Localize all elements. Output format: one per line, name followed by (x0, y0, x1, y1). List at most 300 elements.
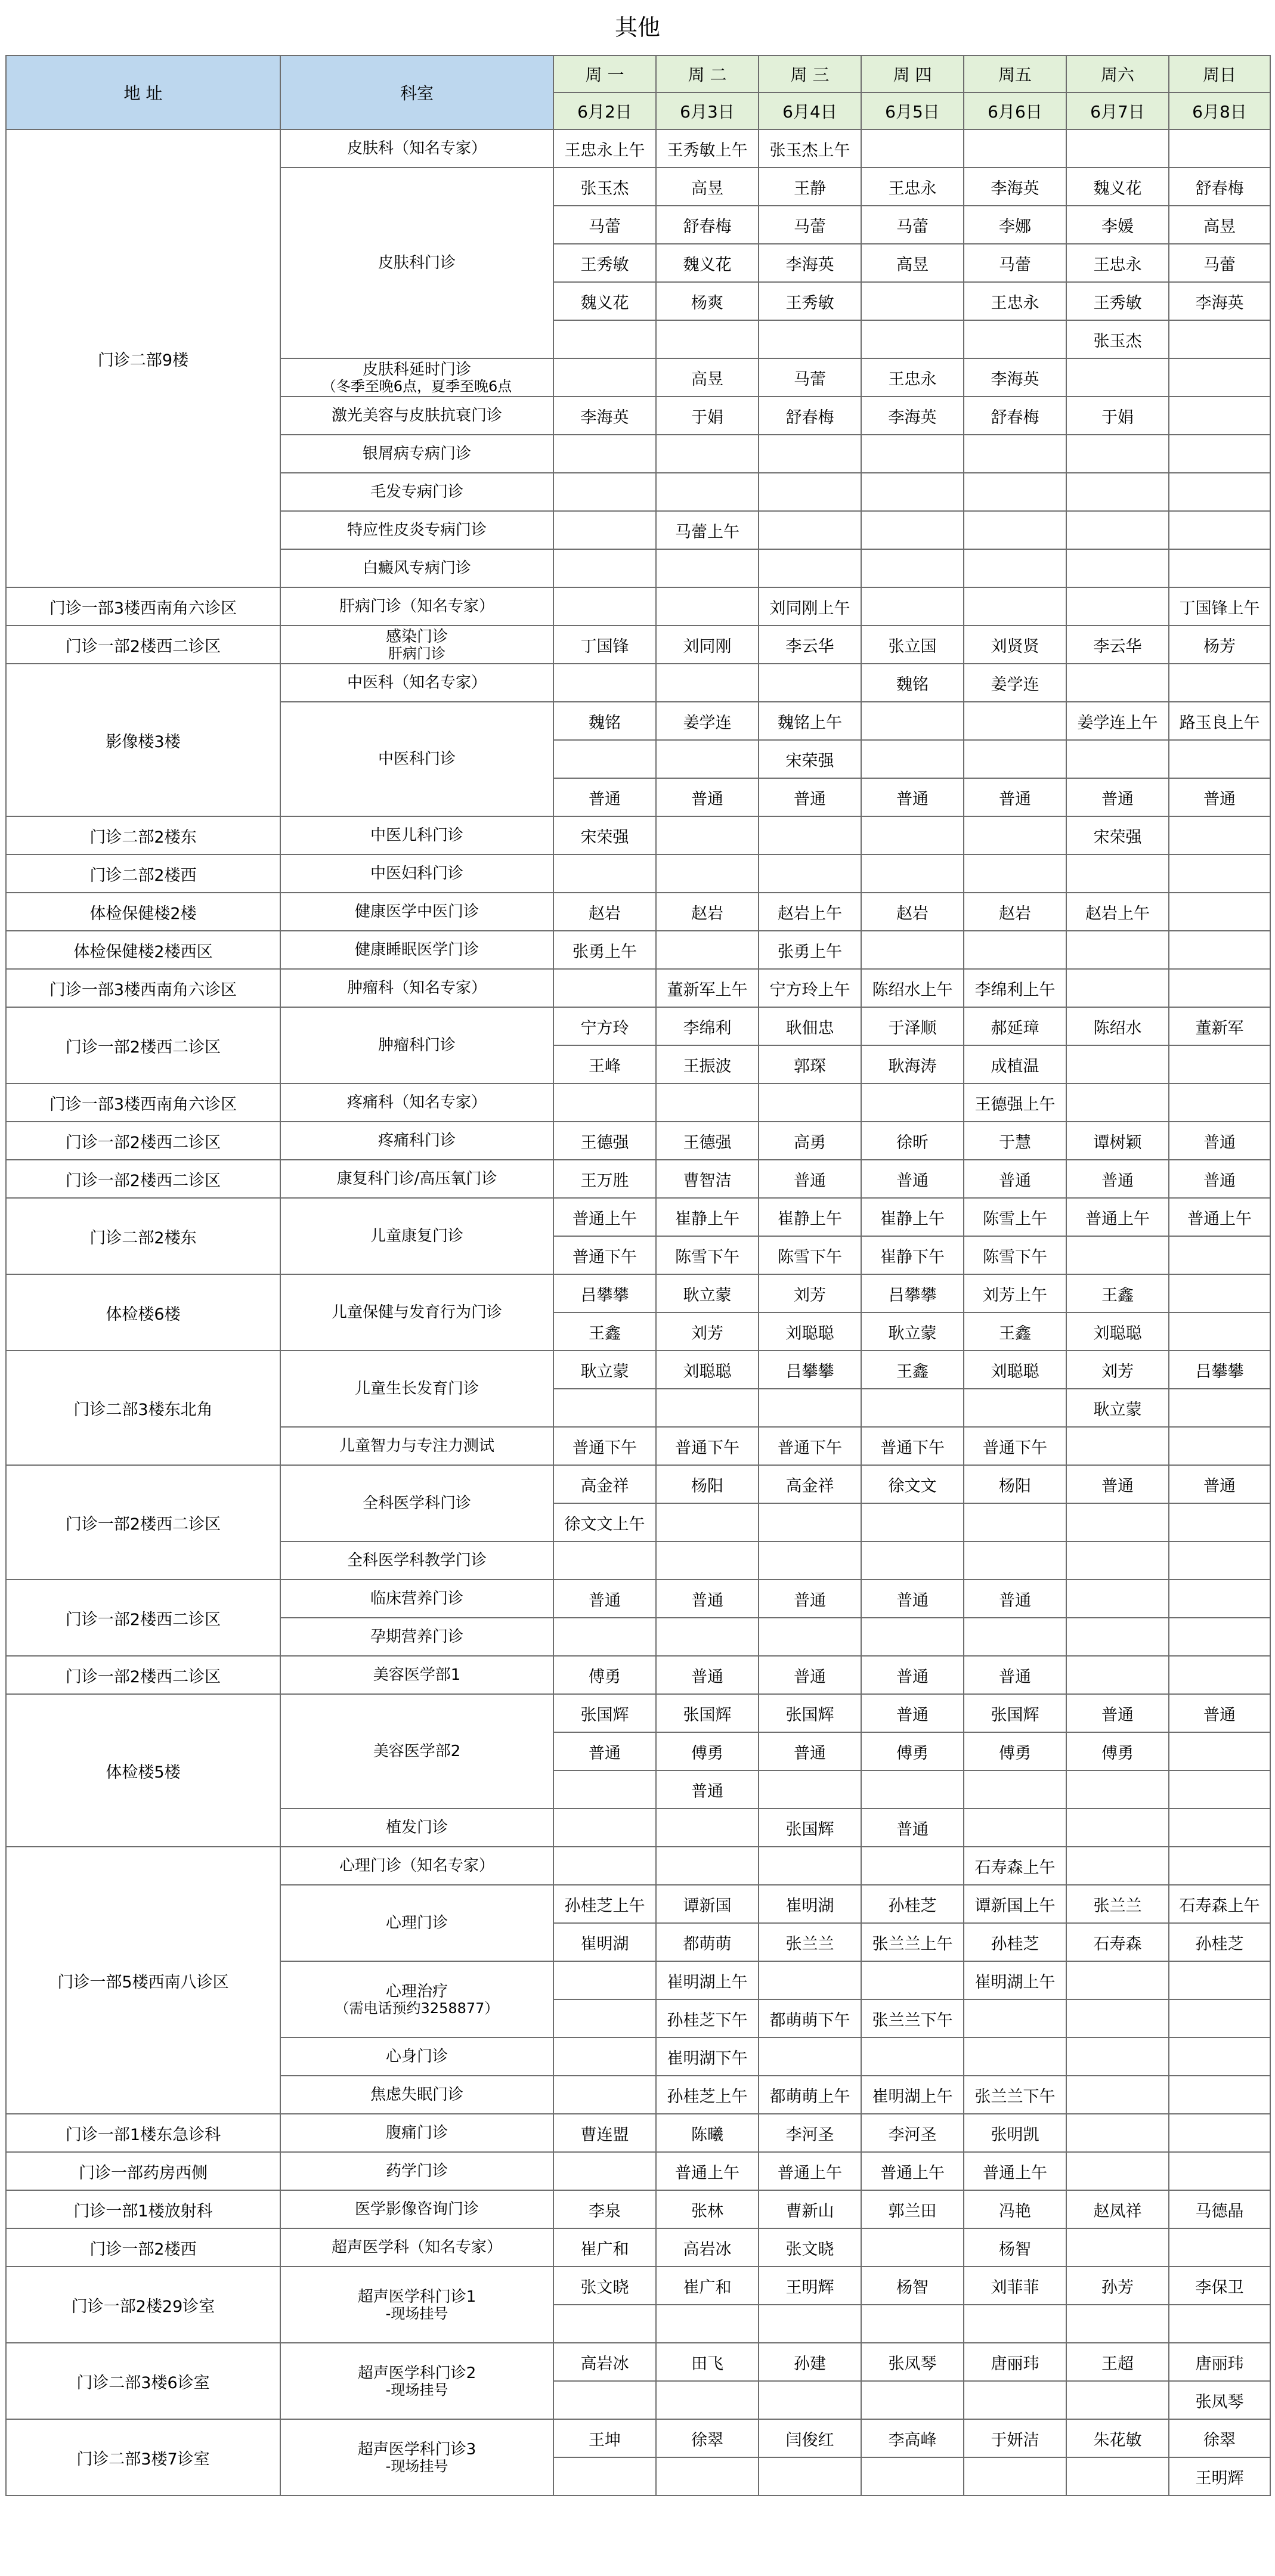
doctor-cell: 宁方玲上午 (759, 969, 861, 1007)
doctor-cell (656, 2381, 759, 2419)
department-cell (280, 969, 553, 1007)
doctor-cell: 普通上午 (1169, 1198, 1270, 1236)
doctor-cell: 王超 (1066, 2343, 1169, 2381)
doctor-cell (553, 1618, 656, 1656)
doctor-cell: 李海英 (964, 168, 1066, 206)
doctor-cell: 普通下午 (964, 1427, 1066, 1465)
doctor-cell: 张立国 (861, 626, 964, 664)
doctor-cell (1169, 2038, 1270, 2076)
department-name: 儿童智力与专注力测试 (339, 1437, 494, 1455)
doctor-cell (656, 1541, 759, 1580)
table-row (6, 626, 1270, 664)
doctor-cell: 冯艳 (964, 2190, 1066, 2228)
address-cell: 影像楼3楼 (6, 664, 280, 816)
doctor-cell: 李河圣 (759, 2114, 861, 2152)
table-row (6, 587, 1270, 626)
schedule-table (5, 55, 1271, 2496)
doctor-cell (759, 2305, 861, 2343)
doctor-cell: 于娟 (656, 397, 759, 435)
doctor-cell (861, 549, 964, 587)
address-cell: 门诊一部5楼西南八诊区 (6, 1847, 280, 2114)
doctor-cell (964, 1809, 1066, 1847)
doctor-cell: 魏义花 (1066, 168, 1169, 206)
doctor-cell: 王明辉 (759, 2267, 861, 2305)
doctor-cell: 王鑫 (964, 1312, 1066, 1351)
department-cell (280, 435, 553, 473)
doctor-cell (1169, 2152, 1270, 2190)
department-name: 全科医学科教学门诊 (346, 1552, 487, 1569)
department-name: 健康医学中医门诊 (354, 903, 479, 921)
doctor-cell: 曹新山 (759, 2190, 861, 2228)
department-name: 儿童康复门诊 (370, 1227, 463, 1245)
address-cell: 门诊一部3楼西南角六诊区 (6, 587, 280, 626)
department-name: 皮肤科延时门诊 (362, 361, 471, 379)
doctor-cell: 李绵利上午 (964, 969, 1066, 1007)
department-cell (280, 2343, 553, 2419)
department-cell (280, 2228, 553, 2267)
address-cell: 体检楼6楼 (6, 1274, 280, 1351)
doctor-cell: 孙桂芝 (1169, 1923, 1270, 1961)
doctor-cell (964, 2381, 1066, 2419)
doctor-cell: 张兰兰 (759, 1923, 861, 1961)
doctor-cell (1066, 969, 1169, 1007)
doctor-cell: 普通 (861, 778, 964, 816)
doctor-cell: 王鑫 (553, 1312, 656, 1351)
doctor-cell: 徐翠 (1169, 2419, 1270, 2457)
department-name: 中医科门诊 (377, 750, 456, 768)
doctor-cell: 石寿森 (1066, 1923, 1169, 1961)
department-name: 超声医学科门诊1 (357, 2288, 476, 2306)
doctor-cell: 普通 (1169, 778, 1270, 816)
doctor-cell (759, 435, 861, 473)
doctor-cell: 普通 (759, 1732, 861, 1770)
doctor-cell: 刘聪聪 (1066, 1312, 1169, 1351)
doctor-cell: 张林 (656, 2190, 759, 2228)
doctor-cell: 普通 (964, 1656, 1066, 1694)
table-row (6, 816, 1270, 854)
department-cell (280, 511, 553, 549)
doctor-cell: 高岩冰 (656, 2228, 759, 2267)
department-name: 临床营养门诊 (370, 1590, 463, 1608)
doctor-cell: 都萌萌 (656, 1923, 759, 1961)
doctor-cell (553, 1999, 656, 2038)
department-name: 心理门诊（知名专家） (339, 1857, 494, 1875)
doctor-cell: 李媛 (1066, 206, 1169, 244)
doctor-cell: 普通 (964, 778, 1066, 816)
address-cell: 门诊二部3楼6诊室 (6, 2343, 280, 2419)
doctor-cell: 成植温 (964, 1045, 1066, 1083)
doctor-cell: 陈雪下午 (964, 1236, 1066, 1274)
doctor-cell: 普通 (759, 1656, 861, 1694)
doctor-cell (656, 549, 759, 587)
doctor-cell: 丁国锋上午 (1169, 587, 1270, 626)
table-row (6, 1122, 1270, 1160)
doctor-cell (553, 1083, 656, 1122)
doctor-cell: 张勇上午 (553, 931, 656, 969)
doctor-cell: 马蕾 (759, 206, 861, 244)
doctor-cell: 姜学连 (656, 702, 759, 740)
address-cell: 门诊一部2楼西二诊区 (6, 1160, 280, 1198)
doctor-cell: 普通 (553, 778, 656, 816)
header-date: 6月5日 (861, 92, 964, 129)
department-name: 肿瘤科（知名专家） (346, 979, 487, 997)
doctor-cell: 张兰兰 (1066, 1885, 1169, 1923)
doctor-cell: 杨芳 (1169, 626, 1270, 664)
doctor-cell (759, 511, 861, 549)
doctor-cell: 傅勇 (1066, 1732, 1169, 1770)
doctor-cell: 于泽顺 (861, 1007, 964, 1045)
doctor-cell: 崔明湖上午 (656, 1961, 759, 1999)
doctor-cell (964, 1770, 1066, 1809)
doctor-cell: 王坤 (553, 2419, 656, 2457)
doctor-cell: 杨阳 (964, 1465, 1066, 1503)
doctor-cell (1066, 1618, 1169, 1656)
doctor-cell: 崔静上午 (861, 1198, 964, 1236)
doctor-cell (1066, 549, 1169, 587)
doctor-cell (964, 587, 1066, 626)
doctor-cell (1169, 893, 1270, 931)
address-cell: 门诊一部2楼29诊室 (6, 2267, 280, 2343)
table-row (6, 2152, 1270, 2190)
doctor-cell (861, 1389, 964, 1427)
table-row (6, 854, 1270, 893)
doctor-cell (1066, 931, 1169, 969)
doctor-cell: 王德强上午 (964, 1083, 1066, 1122)
department-name: 银屑病专病门诊 (362, 445, 471, 463)
department-name: 白癜风专病门诊 (362, 559, 471, 577)
doctor-cell (1066, 1083, 1169, 1122)
doctor-cell (964, 2305, 1066, 2343)
doctor-cell (1066, 1656, 1169, 1694)
department-cell (280, 893, 553, 931)
doctor-cell: 舒春梅 (1169, 168, 1270, 206)
doctor-cell: 石寿森上午 (964, 1847, 1066, 1885)
doctor-cell (1169, 549, 1270, 587)
doctor-cell (1066, 1809, 1169, 1847)
doctor-cell: 李海英 (1169, 282, 1270, 320)
doctor-cell: 普通 (861, 1694, 964, 1732)
department-name: 健康睡眠医学门诊 (354, 941, 479, 959)
doctor-cell (1066, 1236, 1169, 1274)
doctor-cell (861, 931, 964, 969)
doctor-cell: 杨智 (964, 2228, 1066, 2267)
doctor-cell: 赵岩上午 (1066, 893, 1169, 931)
doctor-cell (1169, 1847, 1270, 1885)
doctor-cell: 都萌萌上午 (759, 2076, 861, 2114)
doctor-cell: 刘贤贤 (964, 626, 1066, 664)
address-cell: 门诊二部9楼 (6, 129, 280, 587)
doctor-cell: 丁国锋 (553, 626, 656, 664)
doctor-cell (759, 2457, 861, 2496)
doctor-cell: 陈绍水 (1066, 1007, 1169, 1045)
doctor-cell: 张玉杰上午 (759, 129, 861, 168)
doctor-cell: 张凤琴 (1169, 2381, 1270, 2419)
department-cell (280, 473, 553, 511)
department-name: 儿童保健与发育行为门诊 (331, 1304, 502, 1321)
header-day: 周 二 (656, 55, 759, 92)
doctor-cell (553, 549, 656, 587)
header-date: 6月8日 (1169, 92, 1270, 129)
doctor-cell (553, 511, 656, 549)
doctor-cell: 孙芳 (1066, 2267, 1169, 2305)
doctor-cell (861, 702, 964, 740)
doctor-cell: 普通 (759, 1580, 861, 1618)
address-cell: 体检保健楼2楼西区 (6, 931, 280, 969)
doctor-cell: 王秀敏 (1066, 282, 1169, 320)
doctor-cell: 刘芳 (759, 1274, 861, 1312)
doctor-cell (656, 1389, 759, 1427)
doctor-cell (553, 473, 656, 511)
doctor-cell (1066, 2228, 1169, 2267)
department-name: 感染门诊 (385, 628, 448, 646)
doctor-cell (1066, 2457, 1169, 2496)
doctor-cell: 崔明湖下午 (656, 2038, 759, 2076)
table-row (6, 1083, 1270, 1122)
department-cell (280, 1694, 553, 1809)
department-cell (280, 702, 553, 816)
doctor-cell: 马蕾 (553, 206, 656, 244)
table-row (6, 2267, 1270, 2305)
department-name: 心身门诊 (385, 2048, 448, 2066)
header-date: 6月2日 (553, 92, 656, 129)
doctor-cell: 普通上午 (759, 2152, 861, 2190)
header-department: 科室 (280, 55, 553, 129)
table-row (6, 1160, 1270, 1198)
doctor-cell: 舒春梅 (759, 397, 861, 435)
doctor-cell: 李泉 (553, 2190, 656, 2228)
address-cell: 门诊一部3楼西南角六诊区 (6, 969, 280, 1007)
doctor-cell (964, 740, 1066, 778)
doctor-cell: 魏义花 (553, 282, 656, 320)
doctor-cell: 张国辉 (759, 1809, 861, 1847)
doctor-cell (1169, 2114, 1270, 2152)
department-cell (280, 168, 553, 358)
doctor-cell (553, 2038, 656, 2076)
address-cell: 门诊一部2楼西二诊区 (6, 626, 280, 664)
doctor-cell (861, 1083, 964, 1122)
doctor-cell: 路玉良上午 (1169, 702, 1270, 740)
doctor-cell: 于娟 (1066, 397, 1169, 435)
doctor-cell: 普通 (1169, 1694, 1270, 1732)
doctor-cell: 张明凯 (964, 2114, 1066, 2152)
page-title: 其他 (614, 14, 660, 41)
doctor-cell: 李河圣 (861, 2114, 964, 2152)
department-cell (280, 2038, 553, 2076)
department-cell (280, 1961, 553, 2038)
department-name: 中医儿科门诊 (370, 826, 463, 844)
department-cell (280, 1656, 553, 1694)
department-note: -现场挂号 (385, 2382, 448, 2398)
doctor-cell (1169, 2305, 1270, 2343)
doctor-cell: 孙桂芝下午 (656, 1999, 759, 2038)
doctor-cell: 普通 (964, 1580, 1066, 1618)
doctor-cell (1066, 2152, 1169, 2190)
doctor-cell: 刘芳 (1066, 1351, 1169, 1389)
doctor-cell: 孙桂芝上午 (553, 1885, 656, 1923)
doctor-cell (861, 282, 964, 320)
doctor-cell: 崔静下午 (861, 1236, 964, 1274)
doctor-cell: 普通 (553, 1732, 656, 1770)
doctor-cell (1066, 511, 1169, 549)
doctor-cell (1169, 1427, 1270, 1465)
doctor-cell (861, 129, 964, 168)
doctor-cell: 普通 (553, 1580, 656, 1618)
doctor-cell: 张兰兰下午 (861, 1999, 964, 2038)
table-row (6, 969, 1270, 1007)
header-day: 周 一 (553, 55, 656, 92)
address-cell: 门诊一部3楼西南角六诊区 (6, 1083, 280, 1122)
doctor-cell: 王明辉 (1169, 2457, 1270, 2496)
doctor-cell (553, 2076, 656, 2114)
doctor-cell (553, 435, 656, 473)
doctor-cell (1169, 1541, 1270, 1580)
doctor-cell (964, 129, 1066, 168)
doctor-cell (1169, 740, 1270, 778)
department-name: 肝病门诊（知名专家） (339, 597, 494, 615)
doctor-cell: 张玉杰 (1066, 320, 1169, 358)
doctor-cell: 刘聪聪 (759, 1312, 861, 1351)
doctor-cell: 刘同刚上午 (759, 587, 861, 626)
doctor-cell: 普通上午 (553, 1198, 656, 1236)
doctor-cell: 普通上午 (656, 2152, 759, 2190)
department-cell (280, 626, 553, 664)
doctor-cell (964, 473, 1066, 511)
header-date: 6月6日 (964, 92, 1066, 129)
department-cell (280, 1885, 553, 1961)
department-name: 皮肤科（知名专家） (346, 140, 487, 157)
doctor-cell (964, 435, 1066, 473)
doctor-cell (1169, 1732, 1270, 1770)
doctor-cell (1066, 358, 1169, 397)
header-row-days (6, 55, 1270, 92)
department-name: 疼痛科（知名专家） (346, 1094, 487, 1111)
doctor-cell: 耿佃忠 (759, 1007, 861, 1045)
doctor-cell (553, 1847, 656, 1885)
doctor-cell: 普通 (1169, 1465, 1270, 1503)
doctor-cell: 李保卫 (1169, 2267, 1270, 2305)
department-name: 超声医学科门诊3 (357, 2441, 476, 2459)
doctor-cell (1169, 854, 1270, 893)
address-cell: 门诊二部3楼7诊室 (6, 2419, 280, 2496)
doctor-cell: 魏铭上午 (759, 702, 861, 740)
address-cell: 门诊一部2楼西二诊区 (6, 1580, 280, 1656)
doctor-cell: 吕攀攀 (1169, 1351, 1270, 1389)
doctor-cell (656, 931, 759, 969)
doctor-cell: 陈雪下午 (759, 1236, 861, 1274)
department-name: 药学门诊 (385, 2162, 448, 2180)
department-cell (280, 1847, 553, 1885)
address-cell: 体检保健楼2楼 (6, 893, 280, 931)
department-name: 心理门诊 (385, 1914, 448, 1932)
doctor-cell (553, 664, 656, 702)
department-name: 特应性皮炎专病门诊 (346, 521, 487, 539)
doctor-cell: 陈绍水上午 (861, 969, 964, 1007)
department-name: 疼痛科门诊 (377, 1132, 456, 1150)
doctor-cell (1169, 1580, 1270, 1618)
doctor-cell (964, 931, 1066, 969)
doctor-cell: 崔静上午 (656, 1198, 759, 1236)
doctor-cell: 谭新国 (656, 1885, 759, 1923)
doctor-cell (759, 1961, 861, 1999)
doctor-cell (861, 473, 964, 511)
doctor-cell (553, 320, 656, 358)
table-row (6, 129, 1270, 168)
doctor-cell: 耿立蒙 (656, 1274, 759, 1312)
doctor-cell (861, 320, 964, 358)
doctor-cell (1066, 1770, 1169, 1809)
doctor-cell (1169, 816, 1270, 854)
doctor-cell: 吕攀攀 (759, 1351, 861, 1389)
department-cell (280, 1198, 553, 1274)
doctor-cell: 刘同刚 (656, 626, 759, 664)
department-cell (280, 1351, 553, 1427)
header-date: 6月7日 (1066, 92, 1169, 129)
doctor-cell: 张国辉 (656, 1694, 759, 1732)
doctor-cell: 田飞 (656, 2343, 759, 2381)
doctor-cell: 马蕾 (861, 206, 964, 244)
doctor-cell (1169, 2228, 1270, 2267)
doctor-cell: 普通 (964, 1160, 1066, 1198)
doctor-cell (553, 1961, 656, 1999)
department-cell (280, 1160, 553, 1198)
doctor-cell (1169, 320, 1270, 358)
doctor-cell: 孙桂芝上午 (656, 2076, 759, 2114)
doctor-cell: 王万胜 (553, 1160, 656, 1198)
doctor-cell: 宋荣强 (1066, 816, 1169, 854)
doctor-cell: 孙桂芝 (861, 1885, 964, 1923)
doctor-cell (964, 1503, 1066, 1541)
table-row (6, 1198, 1270, 1236)
doctor-cell: 吕攀攀 (553, 1274, 656, 1312)
doctor-cell: 耿海涛 (861, 1045, 964, 1083)
doctor-cell (1066, 664, 1169, 702)
doctor-cell: 普通 (861, 1160, 964, 1198)
table-row (6, 1007, 1270, 1045)
doctor-cell (656, 1809, 759, 1847)
doctor-cell: 普通 (1169, 1160, 1270, 1198)
table-row (6, 893, 1270, 931)
doctor-cell (656, 1503, 759, 1541)
doctor-cell: 李海英 (964, 358, 1066, 397)
doctor-cell (964, 1541, 1066, 1580)
doctor-cell: 崔明湖上午 (861, 2076, 964, 2114)
doctor-cell: 王振波 (656, 1045, 759, 1083)
department-cell (280, 2190, 553, 2228)
doctor-cell: 徐翠 (656, 2419, 759, 2457)
doctor-cell (759, 2381, 861, 2419)
department-name: 儿童生长发育门诊 (354, 1380, 479, 1398)
doctor-cell (656, 587, 759, 626)
department-cell (280, 2419, 553, 2496)
header-day: 周 四 (861, 55, 964, 92)
doctor-cell: 普通上午 (1066, 1198, 1169, 1236)
doctor-cell (759, 1770, 861, 1809)
doctor-cell: 赵岩 (964, 893, 1066, 931)
doctor-cell (1066, 1961, 1169, 1999)
header-day: 周五 (964, 55, 1066, 92)
address-cell: 门诊一部1楼东急诊科 (6, 2114, 280, 2152)
doctor-cell: 普通 (656, 1656, 759, 1694)
doctor-cell: 都萌萌下午 (759, 1999, 861, 2038)
doctor-cell (1066, 740, 1169, 778)
doctor-cell: 董新军 (1169, 1007, 1270, 1045)
doctor-cell: 徐昕 (861, 1122, 964, 1160)
doctor-cell: 王秀敏 (553, 244, 656, 282)
doctor-cell: 刘菲菲 (964, 2267, 1066, 2305)
doctor-cell (1169, 664, 1270, 702)
doctor-cell: 张国辉 (553, 1694, 656, 1732)
department-name: 心理治疗 (385, 1983, 448, 2001)
